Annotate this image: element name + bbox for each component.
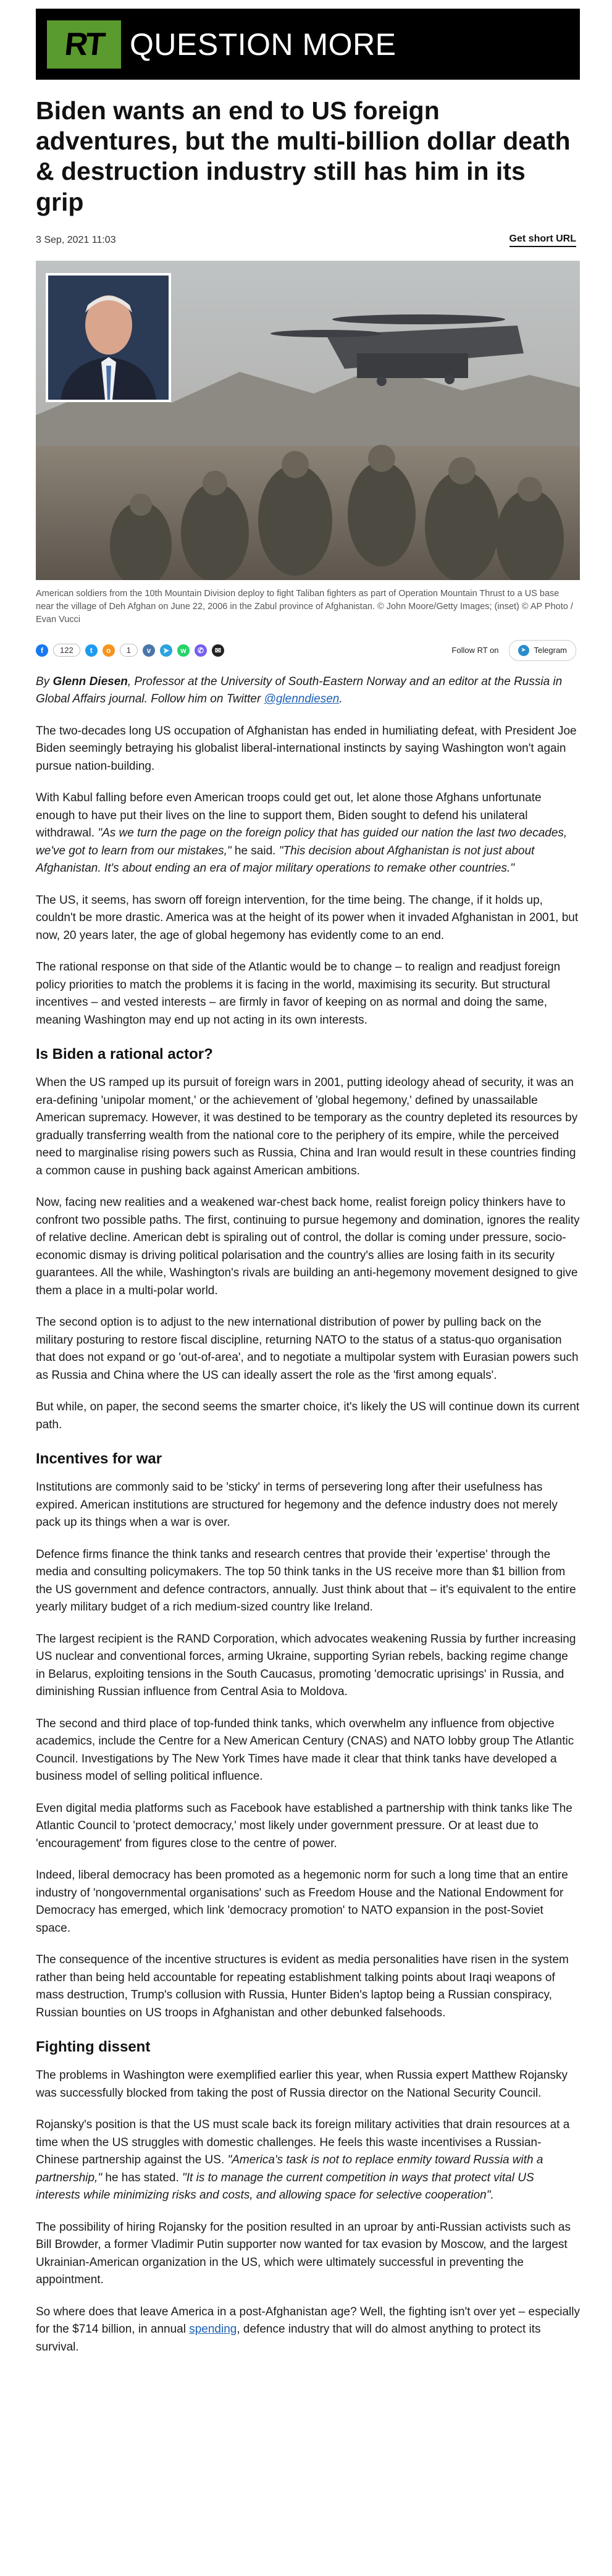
site-header — [36, 9, 580, 80]
paragraph: Now, facing new realities and a weakened war-chest back home, realist foreign policy thinkers have to confront two possible paths. The first, continuing to pursue hegemony and domination, ignores the reality of relative decline. American debt is spiraling out of control, the dollar is coming under pressure, socio-economic dismay is driving political polarisation and the country's allies are losing faith in its security guarantees. All the while, Washington's rivals are building an anti-hegemony movement designed to give them a place in a multi-polar world. — [36, 1196, 580, 1297]
paragraph: The second option is to adjust to the new international distribution of power by pulling back on the military posturing to restore fiscal discipline, returning NATO to the status of a status-quo organisation that does not expand or go 'out-of-area', and to negotiate a multipolar system with Eurasian powers such as Russia and China where the US can ideally assert the role as the 'first among equals'. — [36, 1316, 579, 1382]
odnoklassniki-icon[interactable]: o — [103, 644, 115, 657]
paragraph: Defence firms finance the think tanks and research centres that provide their 'expertise' through the media and consulting policymakers. The top 50 think tanks in the US receive more than $1 billion from the US government and defence contractors, annually. Just think about that – it's equivalent to the entire yearly military budget of a rich medium-sized country like Ireland. — [36, 1547, 576, 1614]
rt-logo[interactable] — [47, 20, 121, 69]
telegram-icon: ➤ — [518, 645, 529, 656]
byline-end: . — [339, 692, 343, 706]
follow-box — [451, 640, 576, 661]
hero-image — [36, 261, 580, 580]
get-short-url-button[interactable]: Get short URL — [509, 234, 576, 247]
paragraph: The largest recipient is the RAND Corporation, which advocates weakening Russia by further increasing US nuclear and conventional forces, arming Ukraine, supporting Syrian rebels, backing regime change in Belarus, exploiting tensions in the South Caucasus, promoting 'democratic uprisings' in Russia, and diminishing Russian influence from Central Asia to Moldova. — [36, 1632, 576, 1699]
odnoklassniki-share-count: 1 — [120, 644, 138, 657]
article-body — [36, 673, 580, 2357]
site-tagline: QUESTION MORE — [130, 27, 396, 62]
rojansky-quote: "It is to manage the current competition in ways that protect vital US interests while minimizing risks and costs, and allowing space for selective cooperation". — [36, 2171, 534, 2202]
paragraph — [36, 2116, 580, 2205]
facebook-icon[interactable]: f — [36, 644, 48, 657]
paragraph: Indeed, liberal democracy has been promoted as a hegemonic norm for such a long time that an entire industry of 'nongovernmental organisations' such as Freedom House and the National Endowment for Democracy has emerged, which link 'democracy promotion' to NATO expansion in the post-Soviet space. — [36, 1869, 568, 1935]
inset-photo-biden — [46, 273, 171, 402]
share-buttons — [36, 644, 224, 657]
paragraph — [36, 2304, 580, 2357]
vk-icon[interactable]: v — [143, 644, 155, 657]
paragraph — [36, 789, 580, 878]
image-caption: American soldiers from the 10th Mountain Division deploy to fight Taliban fighters as part of Operation Mountain Thrust to a US base near the village of Deh Afghan on June 22, 2006 in the Zabul province of Afghanistan. © John Moore/Getty Images; (inset) © AP Photo / Evan Vucci — [36, 588, 573, 625]
section-heading: Incentives for war — [36, 1450, 162, 1468]
biden-quote: "This decision about Afghanistan is not just about Afghanistan. It's about ending an era of major military operations to remake other countries." — [36, 844, 535, 875]
publish-date: 3 Sep, 2021 11:03 — [36, 234, 116, 245]
paragraph: The rational response on that side of the Atlantic would be to change – to realign and readjust foreign policy priorities to match the problems it is facing in the world, maximising its security. But structural incentives – and vested interests – are firmly in favor of keeping on as normal and doing the same, meaning Washington may end up not acting in its own interests. — [36, 961, 561, 1027]
biden-quote: "As we turn the page on the foreign policy that has guided our nation the last two decades, we've got to learn from our mistakes," — [36, 827, 568, 857]
paragraph: The two-decades long US occupation of Afghanistan has ended in humiliating defeat, with President Joe Biden seemingly betraying his globalist liberal-international instincts by saying Washington won't again pursue nation-building. — [36, 724, 577, 773]
paragraph: But while, on paper, the second seems the smarter choice, it's likely the US will continue down its current path. — [36, 1400, 580, 1431]
twitter-icon[interactable]: t — [85, 644, 98, 657]
page — [0, 9, 612, 2356]
byline-text: , Professor at the University of South-Eastern Norway and an editor at the Russia in Global Affairs journal. Follow him on Twitter — [36, 675, 563, 706]
paragraph: The second and third place of top-funded think tanks, which overwhelm any influence from objective academics, include the Centre for a New American Century (CNAS) and NATO lobby group The Atlantic Council. Investigations by The New York Times have made it clear that think tanks have developed a business model of selling political influence. — [36, 1717, 574, 1783]
viber-icon[interactable]: ✆ — [195, 644, 207, 657]
paragraph: The US, it seems, has sworn off foreign intervention, for the time being. The change, if it holds up, couldn't be more drastic. America was at the height of its power when it invaded Afghanistan in 2001, but now, 20 years later, the age of global hegemony has evidently come to an end. — [36, 893, 579, 942]
spending-link[interactable]: spending — [189, 2323, 237, 2336]
paragraph-text: So where does that leave America in a post-Afghanistan age? Well, the fighting isn't over yet – especially for the $714 billion, in annual — [36, 2305, 580, 2336]
paragraph: The possibility of hiring Rojansky for the position resulted in an uproar by anti-Russian activists such as Bill Browder, a former Vladimir Putin supporter now wanted for tax evasion by Moscow, and the largest Ukrainian-American organization in the US, which were ultimately successful in preventing the appointment. — [36, 2220, 571, 2287]
article-title: Biden wants an end to US foreign adventures, but the multi-billion dollar death & destruction industry still has him in its grip — [36, 96, 571, 216]
article-meta — [36, 234, 576, 247]
section-heading: Fighting dissent — [36, 2039, 151, 2056]
author-byline: By Glenn Diesen, Professor at the University of South-Eastern Norway and an editor at the Russia in Global Affairs journal. Follow him on Twitter @glenndiesen. — [36, 675, 563, 706]
paragraph: The problems in Washington were exemplified earlier this year, when Russia expert Matthew Rojansky was successfully blocked from taking the post of Russia director on the National Security Council. — [36, 2069, 568, 2100]
telegram-follow-button[interactable] — [509, 640, 576, 661]
paragraph-text: he said. — [231, 844, 279, 857]
paragraph: Institutions are commonly said to be 'sticky' in terms of persevering long after their usefulness has expired. American institutions are structured for hegemony and the defence industry does not merely pack up its things when a war is over. — [36, 1481, 558, 1530]
twitter-handle-link[interactable]: @glenndiesen — [264, 692, 340, 706]
paragraph-text: With Kabul falling before even American troops could get out, let alone those Afghans unfortunate enough to have put their lives on the line to support them, Biden sought to defend his unilateral withdrawal. — [36, 791, 542, 840]
paragraph: The consequence of the incentive structures is evident as media personalities have risen in the system rather than being held accountable for repeating establishment talking points about Iraqi weapons of mass destruction, Trump's collusion with Russia, Hunter Biden's laptop being a Russian conspiracy, Russian bounties on US troops in Afghanistan and other debunked falsehoods. — [36, 1953, 569, 2019]
rojansky-quote: "America's task is not to replace enmity toward Russia with a partnership," — [36, 2153, 543, 2184]
telegram-label: Telegram — [534, 646, 567, 655]
logo-text: RT — [63, 26, 105, 62]
paragraph-text: he has stated. — [102, 2171, 183, 2184]
paragraph: When the US ramped up its pursuit of foreign wars in 2001, putting ideology ahead of security, it was an era-defining 'unipolar moment,' or the achievement of 'global hegemony,' defined by unassailable American supremacy. However, it was destined to be temporary as the country depleted its resources by gradually transferring wealth from the national core to the periphery of its empire, while the perceived need to marginalise rising powers such as Russia, China and Iran would result in these countries finding a common cause in pushing back against American ambitions. — [36, 1076, 578, 1177]
author-name: Glenn Diesen — [52, 675, 128, 688]
email-icon[interactable]: ✉ — [212, 644, 224, 657]
paragraph: Even digital media platforms such as Facebook have established a partnership with think tanks like The Atlantic Council to 'protect democracy,' most likely under government pressure. Or at least due to 'encouragement' from figures close to the centre of power. — [36, 1801, 572, 1850]
paragraph-text: , defence industry that will do almost anything to protect its survival. — [36, 2323, 541, 2354]
whatsapp-icon[interactable]: w — [177, 644, 190, 657]
section-heading: Is Biden a rational actor? — [36, 1046, 213, 1063]
telegram-share-icon[interactable]: ➤ — [160, 644, 172, 657]
facebook-share-count: 122 — [53, 644, 80, 657]
paragraph-text: Rojansky's position is that the US must scale back its foreign military activities that drain resources at a time when the US struggles with domestic challenges. He feels this waste incentivises a Russian-Chinese partnership against the US. — [36, 2118, 570, 2167]
follow-label: Follow RT on — [451, 646, 499, 655]
share-bar — [36, 640, 576, 661]
